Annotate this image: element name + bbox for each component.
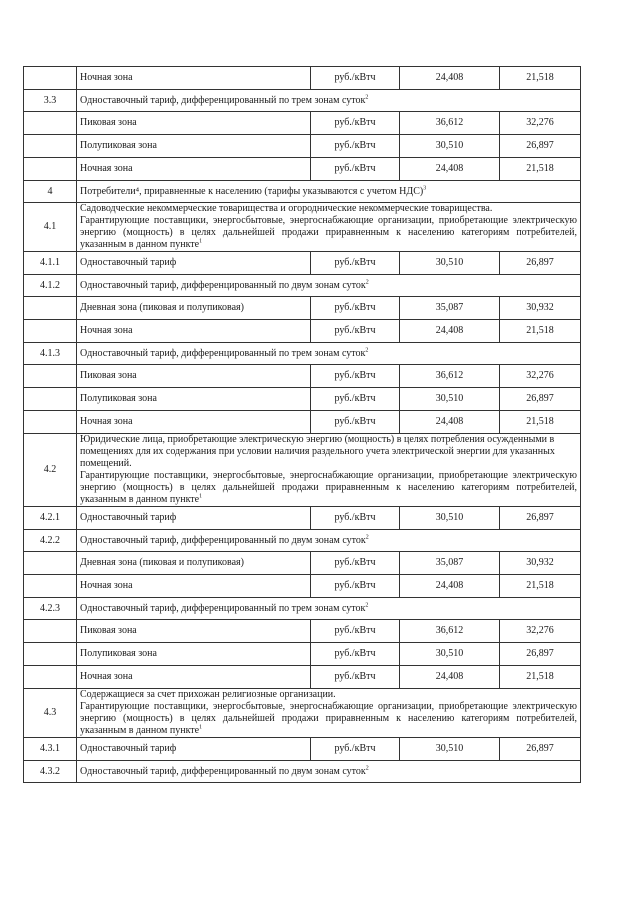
row-number: 4.1.3 bbox=[24, 343, 77, 365]
table-row bbox=[24, 112, 581, 135]
row-number bbox=[24, 388, 77, 411]
value-second-half: 32,276 bbox=[500, 365, 581, 388]
row-label: Дневная зона (пиковая и полупиковая) bbox=[77, 552, 311, 575]
unit-cell: руб./кВтч bbox=[311, 411, 400, 434]
value-first-half: 30,510 bbox=[400, 252, 500, 275]
row-number: 3.3 bbox=[24, 90, 77, 112]
unit-cell: руб./кВтч bbox=[311, 552, 400, 575]
row-number: 4.3.1 bbox=[24, 738, 77, 761]
row-label: Полупиковая зона bbox=[77, 643, 311, 666]
table-row bbox=[24, 689, 581, 738]
row-number: 4.2.1 bbox=[24, 507, 77, 530]
table-row bbox=[24, 575, 581, 598]
section-heading bbox=[77, 343, 581, 365]
row-label: Одноставочный тариф bbox=[77, 738, 311, 761]
value-first-half: 24,408 bbox=[400, 575, 500, 598]
section-heading bbox=[77, 90, 581, 112]
row-number bbox=[24, 67, 77, 90]
category-body: Гарантирующие поставщики, энергосбытовые, энергоснабжающие организации, приобретающие электрическую энергию (мощность) в целях дальнейшей продажи приравненным к населению категориям потребителей, указанным в данном пункте bbox=[80, 470, 577, 505]
row-label: Ночная зона bbox=[77, 320, 311, 343]
category-description bbox=[77, 203, 581, 252]
section-label: Одноставочный тариф, дифференцированный по трем зонам суток bbox=[80, 602, 366, 614]
section-heading bbox=[77, 761, 581, 783]
value-first-half: 35,087 bbox=[400, 552, 500, 575]
row-label: Ночная зона bbox=[77, 575, 311, 598]
row-number bbox=[24, 365, 77, 388]
row-label: Дневная зона (пиковая и полупиковая) bbox=[77, 297, 311, 320]
table-row bbox=[24, 620, 581, 643]
row-number bbox=[24, 135, 77, 158]
row-number: 4.2.3 bbox=[24, 598, 77, 620]
row-number bbox=[24, 666, 77, 689]
unit-cell: руб./кВтч bbox=[311, 575, 400, 598]
section-heading bbox=[77, 275, 581, 297]
value-first-half: 30,510 bbox=[400, 388, 500, 411]
row-label: Пиковая зона bbox=[77, 112, 311, 135]
table-row bbox=[24, 343, 581, 365]
category-description bbox=[77, 434, 581, 507]
row-number bbox=[24, 112, 77, 135]
row-label: Одноставочный тариф bbox=[77, 252, 311, 275]
table-row bbox=[24, 552, 581, 575]
footnote-mark: 2 bbox=[365, 602, 369, 609]
category-body: Гарантирующие поставщики, энергосбытовые, энергоснабжающие организации, приобретающие электрическую энергию (мощность) в целях дальнейшей продажи приравненным к населению категориям потребителей, указанным в данном пункте bbox=[80, 215, 577, 250]
value-second-half: 21,518 bbox=[500, 67, 581, 90]
tariff-table-body bbox=[24, 67, 581, 783]
value-second-half: 30,932 bbox=[500, 297, 581, 320]
value-first-half: 30,510 bbox=[400, 507, 500, 530]
row-number: 4.1.2 bbox=[24, 275, 77, 297]
row-label: Ночная зона bbox=[77, 411, 311, 434]
row-number bbox=[24, 320, 77, 343]
table-row bbox=[24, 738, 581, 761]
table-row bbox=[24, 320, 581, 343]
value-first-half: 36,612 bbox=[400, 620, 500, 643]
category-title: Садоводческие некоммерческие товарищества и огороднические некоммерческие товарищества. bbox=[80, 203, 493, 214]
row-label: Одноставочный тариф bbox=[77, 507, 311, 530]
table-row bbox=[24, 252, 581, 275]
unit-cell: руб./кВтч bbox=[311, 320, 400, 343]
table-row bbox=[24, 90, 581, 112]
unit-cell: руб./кВтч bbox=[311, 252, 400, 275]
unit-cell: руб./кВтч bbox=[311, 666, 400, 689]
unit-cell: руб./кВтч bbox=[311, 620, 400, 643]
table-row bbox=[24, 67, 581, 90]
tariff-table bbox=[23, 66, 581, 783]
row-number bbox=[24, 575, 77, 598]
table-row bbox=[24, 530, 581, 552]
table-row bbox=[24, 643, 581, 666]
value-second-half: 21,518 bbox=[500, 158, 581, 181]
row-number: 4.3.2 bbox=[24, 761, 77, 783]
section-label: Одноставочный тариф, дифференцированный по двум зонам суток bbox=[80, 765, 366, 777]
value-second-half: 26,897 bbox=[500, 252, 581, 275]
table-row bbox=[24, 434, 581, 507]
value-second-half: 26,897 bbox=[500, 738, 581, 761]
footnote-mark: 1 bbox=[199, 724, 203, 731]
table-row bbox=[24, 365, 581, 388]
value-first-half: 36,612 bbox=[400, 112, 500, 135]
table-row bbox=[24, 411, 581, 434]
section-label: Одноставочный тариф, дифференцированный по двум зонам суток bbox=[80, 279, 366, 291]
section-heading bbox=[77, 598, 581, 620]
category-description bbox=[77, 689, 581, 738]
footnote-mark: 2 bbox=[365, 279, 369, 286]
category-body-line bbox=[80, 701, 577, 737]
footnote-mark: 1 bbox=[199, 493, 203, 500]
row-number: 4.3 bbox=[24, 689, 77, 738]
unit-cell: руб./кВтч bbox=[311, 158, 400, 181]
row-number: 4.2.2 bbox=[24, 530, 77, 552]
section-label: Одноставочный тариф, дифференцированный по трем зонам суток bbox=[80, 347, 366, 359]
value-second-half: 30,932 bbox=[500, 552, 581, 575]
category-body-line bbox=[80, 470, 577, 506]
category-body-line bbox=[80, 215, 577, 251]
section-label: Одноставочный тариф, дифференцированный по двум зонам суток bbox=[80, 534, 366, 546]
value-second-half: 21,518 bbox=[500, 320, 581, 343]
row-number: 4.2 bbox=[24, 434, 77, 507]
value-second-half: 26,897 bbox=[500, 388, 581, 411]
row-number: 4.1 bbox=[24, 203, 77, 252]
value-first-half: 24,408 bbox=[400, 158, 500, 181]
value-first-half: 24,408 bbox=[400, 666, 500, 689]
value-second-half: 21,518 bbox=[500, 666, 581, 689]
value-first-half: 30,510 bbox=[400, 135, 500, 158]
unit-cell: руб./кВтч bbox=[311, 507, 400, 530]
footnote-mark: 2 bbox=[365, 94, 369, 101]
unit-cell: руб./кВтч bbox=[311, 297, 400, 320]
value-second-half: 26,897 bbox=[500, 507, 581, 530]
value-first-half: 24,408 bbox=[400, 320, 500, 343]
section-label: Потребители⁴, приравненные к населению (тарифы указываются с учетом НДС) bbox=[80, 185, 424, 197]
section-heading bbox=[77, 181, 581, 203]
value-first-half: 30,510 bbox=[400, 738, 500, 761]
row-number bbox=[24, 552, 77, 575]
value-second-half: 26,897 bbox=[500, 643, 581, 666]
table-row bbox=[24, 761, 581, 783]
footnote-mark: 3 bbox=[423, 185, 427, 192]
unit-cell: руб./кВтч bbox=[311, 738, 400, 761]
table-row bbox=[24, 158, 581, 181]
table-row bbox=[24, 181, 581, 203]
row-number bbox=[24, 297, 77, 320]
row-label: Пиковая зона bbox=[77, 365, 311, 388]
table-row bbox=[24, 388, 581, 411]
row-number: 4.1.1 bbox=[24, 252, 77, 275]
table-row bbox=[24, 203, 581, 252]
unit-cell: руб./кВтч bbox=[311, 112, 400, 135]
row-number bbox=[24, 620, 77, 643]
table-row bbox=[24, 135, 581, 158]
unit-cell: руб./кВтч bbox=[311, 388, 400, 411]
value-first-half: 36,612 bbox=[400, 365, 500, 388]
value-first-half: 24,408 bbox=[400, 411, 500, 434]
table-row bbox=[24, 297, 581, 320]
footnote-mark: 2 bbox=[365, 347, 369, 354]
value-first-half: 24,408 bbox=[400, 67, 500, 90]
value-second-half: 26,897 bbox=[500, 135, 581, 158]
value-first-half: 30,510 bbox=[400, 643, 500, 666]
row-label: Ночная зона bbox=[77, 67, 311, 90]
footnote-mark: 2 bbox=[365, 765, 369, 772]
section-heading bbox=[77, 530, 581, 552]
unit-cell: руб./кВтч bbox=[311, 135, 400, 158]
category-title: Содержащиеся за счет прихожан религиозные организации. bbox=[80, 689, 336, 700]
footnote-mark: 2 bbox=[365, 534, 369, 541]
row-number: 4 bbox=[24, 181, 77, 203]
table-row bbox=[24, 507, 581, 530]
row-label: Пиковая зона bbox=[77, 620, 311, 643]
category-title: Юридические лица, приобретающие электрическую энергию (мощность) в целях потребления осужденными в помещениях для их содержания при условии наличия раздельного учета электрической энергии для указанных помещений. bbox=[80, 434, 555, 469]
table-row bbox=[24, 598, 581, 620]
row-label: Полупиковая зона bbox=[77, 388, 311, 411]
table-row bbox=[24, 275, 581, 297]
row-number bbox=[24, 643, 77, 666]
row-number bbox=[24, 411, 77, 434]
row-label: Полупиковая зона bbox=[77, 135, 311, 158]
value-second-half: 21,518 bbox=[500, 411, 581, 434]
unit-cell: руб./кВтч bbox=[311, 67, 400, 90]
value-second-half: 21,518 bbox=[500, 575, 581, 598]
value-second-half: 32,276 bbox=[500, 112, 581, 135]
section-label: Одноставочный тариф, дифференцированный по трем зонам суток bbox=[80, 94, 366, 106]
table-row bbox=[24, 666, 581, 689]
row-label: Ночная зона bbox=[77, 158, 311, 181]
unit-cell: руб./кВтч bbox=[311, 643, 400, 666]
row-number bbox=[24, 158, 77, 181]
category-body: Гарантирующие поставщики, энергосбытовые, энергоснабжающие организации, приобретающие электрическую энергию (мощность) в целях дальнейшей продажи приравненным к населению категориям потребителей, указанным в данном пункте bbox=[80, 701, 577, 736]
footnote-mark: 1 bbox=[199, 238, 203, 245]
unit-cell: руб./кВтч bbox=[311, 365, 400, 388]
value-second-half: 32,276 bbox=[500, 620, 581, 643]
value-first-half: 35,087 bbox=[400, 297, 500, 320]
row-label: Ночная зона bbox=[77, 666, 311, 689]
